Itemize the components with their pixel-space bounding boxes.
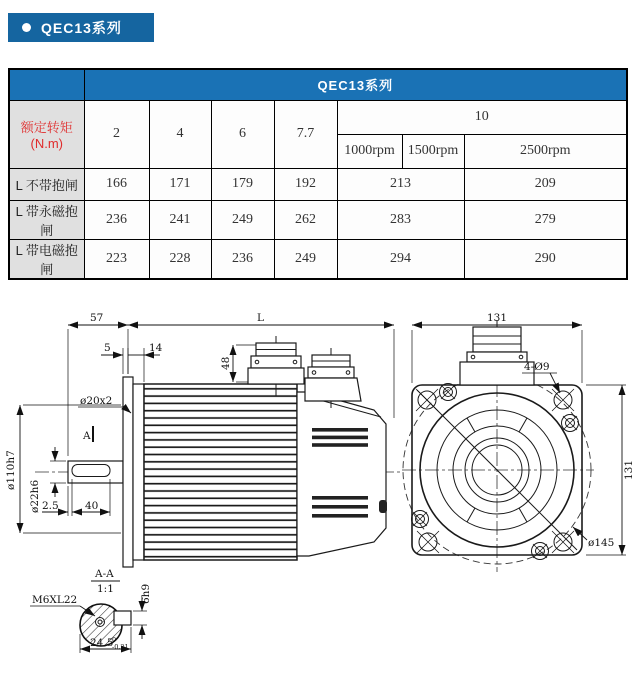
section-scale: 1:1	[97, 583, 114, 595]
table-cell: 294	[337, 239, 464, 279]
spec-table	[8, 68, 628, 280]
dim-shaft-step: ø20x2	[80, 395, 113, 407]
dim-front-width: 131	[487, 312, 508, 324]
table-corner-cell	[9, 69, 84, 100]
dim-5: 5	[104, 342, 111, 354]
bolt-circle-label: ø145	[588, 537, 615, 549]
table-cell: 279	[464, 200, 627, 239]
torque-col-4: 4	[149, 100, 211, 168]
key-width-label: 6h9	[140, 583, 152, 604]
table-row	[9, 239, 627, 279]
table-cell: 249	[211, 200, 274, 239]
table-cell: 241	[149, 200, 211, 239]
torque-col-2: 2	[84, 100, 149, 168]
series-title: QEC13系列	[41, 19, 122, 36]
dim-flange-dia: ø110h7	[5, 450, 17, 490]
table-series-header: QEC13系列	[84, 69, 627, 100]
dim-shaft-dia: ø22h6	[29, 479, 41, 513]
table-cell: 213	[337, 168, 464, 200]
side-view	[5, 312, 402, 567]
dim-40: 40	[85, 500, 99, 512]
row-header-torque: 额定转矩(N.m)	[9, 100, 84, 168]
table-cell: 283	[337, 200, 464, 239]
connector-2	[305, 348, 361, 408]
dim-L: L	[257, 312, 264, 324]
table-cell: 236	[84, 200, 149, 239]
table-cell: 192	[274, 168, 337, 200]
key-length-tol-lo: -0.21	[112, 643, 129, 651]
section-view	[30, 568, 152, 653]
table-cell: 209	[464, 168, 627, 200]
table-cell: 249	[274, 239, 337, 279]
table-cell: 166	[84, 168, 149, 200]
key-length-tol-hi: 0	[112, 636, 117, 644]
dim-57: 57	[90, 312, 104, 324]
dim-48: 48	[220, 356, 232, 370]
rpm-col-2500: 2500rpm	[464, 134, 627, 168]
dim-2-5: 2.5	[42, 500, 59, 512]
table-row	[9, 200, 627, 239]
holes-label: 4-Ø9	[524, 361, 550, 373]
torque-col-6: 6	[211, 100, 274, 168]
table-cell: 236	[211, 239, 274, 279]
dim-front-height: 131	[623, 459, 635, 480]
row-label: L 带电磁抱闸	[9, 239, 84, 279]
bullet-icon	[22, 23, 31, 32]
key-length-label: 24.5	[90, 637, 114, 649]
section-mark-A: A	[83, 430, 91, 442]
row-label: L 不带抱闸	[9, 168, 84, 200]
row-label: L 带永磁抱闸	[9, 200, 84, 239]
rpm-col-1000: 1000rpm	[337, 134, 402, 168]
table-row	[9, 168, 627, 200]
technical-drawing	[0, 300, 636, 697]
rpm-col-1500: 1500rpm	[402, 134, 464, 168]
torque-col-7.7: 7.7	[274, 100, 337, 168]
table-cell: 290	[464, 239, 627, 279]
table-cell: 223	[84, 239, 149, 279]
thread-label: M6XL22	[32, 594, 78, 606]
table-cell: 262	[274, 200, 337, 239]
table-cell: 171	[149, 168, 211, 200]
series-banner	[8, 13, 154, 42]
torque-col-10: 10	[337, 100, 627, 134]
table-cell: 179	[211, 168, 274, 200]
section-title: A-A	[95, 568, 114, 580]
front-connector	[460, 320, 534, 385]
table-cell: 228	[149, 239, 211, 279]
front-view	[402, 312, 635, 572]
dim-14: 14	[149, 342, 163, 354]
